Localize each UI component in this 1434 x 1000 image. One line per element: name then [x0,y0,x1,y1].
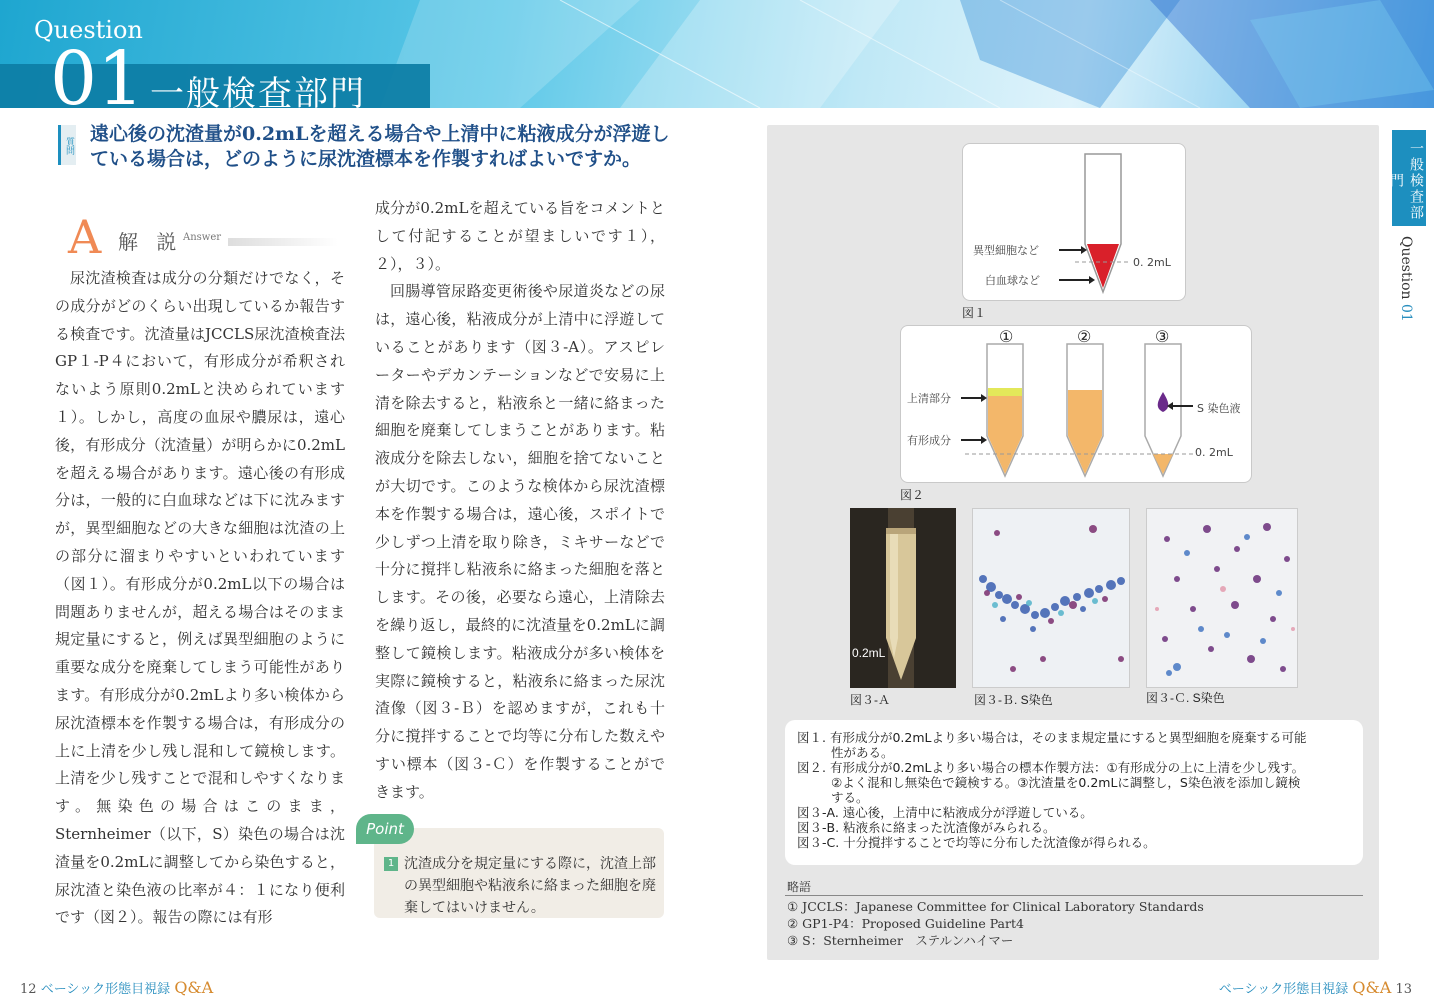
fig1-volume: 0. 2mL [1133,256,1171,269]
caption-line: する。 [831,790,869,805]
microscope-image-c [1147,509,1299,689]
fig2-supernatant-label: 上清部分 [907,392,951,405]
question-text: 遠心後の沈渣量が0.2mLを超える場合や上清中に粘液成分が浮遊している場合は，どのように尿沈渣標本を作製すればよいですか。 [90,123,670,170]
tube-photo-drawing [850,508,956,688]
caption-line: 図３-B. 粘液糸に絡まった沈渣像がみられる。 [797,820,1056,835]
page-number-left: 12 [20,982,37,997]
answer-en-label: Answer [183,232,222,243]
answer-paragraph: 回腸導管尿路変更術後や尿道炎などの尿は，遠心後，粘液成分が上清中に浮遊していることがあります（図３-A）。アスピレーターやデカンテーションなどで安易に上清を除去すると，粘液糸と一緒に絡まった細胞を廃棄してしまうことがあります。粘液成分を除去しない，細胞を捨てないことが大切です。このような検体から尿沈渣標本を作製する場合は，遠心後，スポイトで少しずつ上清を取り除き，ミキサーなどで十分に撹拌し粘液糸に絡まった細胞を落とします。その後，必要なら遠心，上清除去を繰り返し，最終的に沈渣量を0.2mLに調整して鏡検します。粘液成分が多い検体を実際に鏡検すると，粘液糸に絡まった尿沈渣像（図３-Ｂ）を認めますが，これも十分に撹拌することで均等に分布した数えやすい標本（図３-Ｃ）を作製することができます。 [375,282,665,801]
fig2-sediment-label: 有形成分 [907,434,951,447]
header-banner [0,0,1434,108]
abbreviations-title: 略語 [787,880,812,894]
qa-logo-left: Q&A [174,978,214,997]
fig2-caption: 図２ [900,488,925,502]
side-question [1398,236,1414,322]
abbreviations-rule [785,895,1363,896]
figure-3a-photo [850,508,956,688]
fig3b-caption: 図３-Ｂ. S染色 [974,693,1053,707]
abbreviation-item: ③ S：Sternheimer ステルンハイマー [787,933,1014,948]
point-tag: Point [356,814,414,844]
figure-caption-box [785,720,1363,865]
figure-2 [900,325,1252,483]
side-question-number: 01 [1398,303,1414,322]
answer-rule [228,238,338,246]
caption-line: ②よく混和し無染色で鏡検する。③沈渣量を0.2mLに調整し，S染色液を添加し鏡検 [831,775,1301,790]
fig2-tube-3-number: ③ [1155,329,1170,346]
caption-line: 性がある。 [831,745,894,760]
caption-line: 図３-A. 遠心後，上清中に粘液成分が浮遊している。 [797,805,1093,820]
section-title: 一般検査部門 [150,74,366,108]
question-label: Question [34,16,143,44]
answer-title: 解 説 [118,230,183,254]
answer-letter: A [68,210,102,264]
side-tab: 一般検査部門 [1392,130,1426,226]
point-text: 沈渣成分を規定量にする際に，沈渣上部の異型細胞や粘液糸に絡まった細胞を廃棄してはいけません。 [404,856,656,916]
fig1-label-top: 異型細胞など [973,244,1039,257]
question-number: 01 [50,36,145,108]
figure-3b-photo [972,508,1130,688]
fig3a-caption: 図３-Ａ [850,693,890,707]
fig1-label-bottom: 白血球など [985,274,1040,287]
figure-3c-photo [1146,508,1298,688]
answer-column-1 [55,265,345,932]
fig3c-caption: 図３-Ｃ. S染色 [1146,691,1225,705]
footer-left [20,978,213,997]
caption-line: 図３-C. 十分撹拌することで均等に分布した沈渣像が得られる。 [797,835,1156,850]
fig1-caption: 図１ [962,306,987,320]
fig3a-volume-label: 0.2mL [852,646,886,660]
fig2-volume: 0. 2mL [1195,446,1233,459]
answer-column-2 [375,195,665,807]
answer-paragraph: 尿沈渣検査は成分の分類だけでなく，その成分がどのくらい出現しているか報告する検査です。沈渣量はJCCLS尿沈渣検査法GP１-P４において，有形成分が希釈されないよう原則0.2mLと決められています１）。しかし，高度の血尿や膿尿は，遠心後，有形成分（沈渣量）が明らかに0.2mLを超える場合があります。遠心後の有形成分は，一般的に白血球などは下に沈みますが，異型細胞などの大きな細胞は沈渣の上の部分に溜まりやすいといわれています（図１）。有形成分が0.2mL以下の場合は問題ありませんが，超える場合はそのまま規定量にすると，例えば異型細胞のように重要な成分を廃棄してしまう可能性があります。有形成分が0.2mLより多い検体から尿沈渣標本を作製する場合は，有形成分の上に上清を少し残し混和して鏡検します。上清を少し残すことで混和しやすくなります。無染色の場合はこのまま，Sternheimer（以下，S）染色の場合は沈渣量を0.2mLに調整してから染色すると，尿沈渣と染色液の比率が４：１になり便利です（図２）。報告の際には有形 [55,269,345,927]
caption-line: 図１. 有形成分が0.2mLより多い場合は，そのまま規定量にすると異型細胞を廃棄する可能 [797,730,1307,745]
qa-logo-right: Q&A [1352,978,1392,997]
answer-paragraph: 成分が0.2mLを超えている旨をコメントとして付記することが望ましいです１），２），３）。 [375,199,665,273]
series-title-right: ベーシック形態目視録 [1218,982,1349,997]
microscope-image-b [973,509,1131,689]
abbreviation-item: ② GP1-P4：Proposed Guideline Part4 [787,916,1024,931]
fig2-tube-1-number: ① [999,329,1014,346]
side-question-label: Question [1398,236,1414,300]
fig2-tube-2-number: ② [1077,329,1092,346]
series-title-left: ベーシック形態目視録 [40,982,171,997]
abbreviations-list [787,898,1204,949]
abbreviation-item: ① JCCLS：Japanese Committee for Clinical Laboratory Standards [787,899,1204,914]
point-number: 1 [384,857,398,871]
caption-line: 図２. 有形成分が0.2mLより多い場合の標本作製方法：①有形成分の上に上清を少し残す。 [797,760,1305,775]
footer-right [1219,978,1412,997]
question-badge: 質問 [58,125,76,165]
answer-header [68,210,348,264]
fig2-stain-label: S 染色液 [1197,402,1241,415]
figure-1 [962,143,1186,301]
page-number-right: 13 [1395,982,1412,997]
